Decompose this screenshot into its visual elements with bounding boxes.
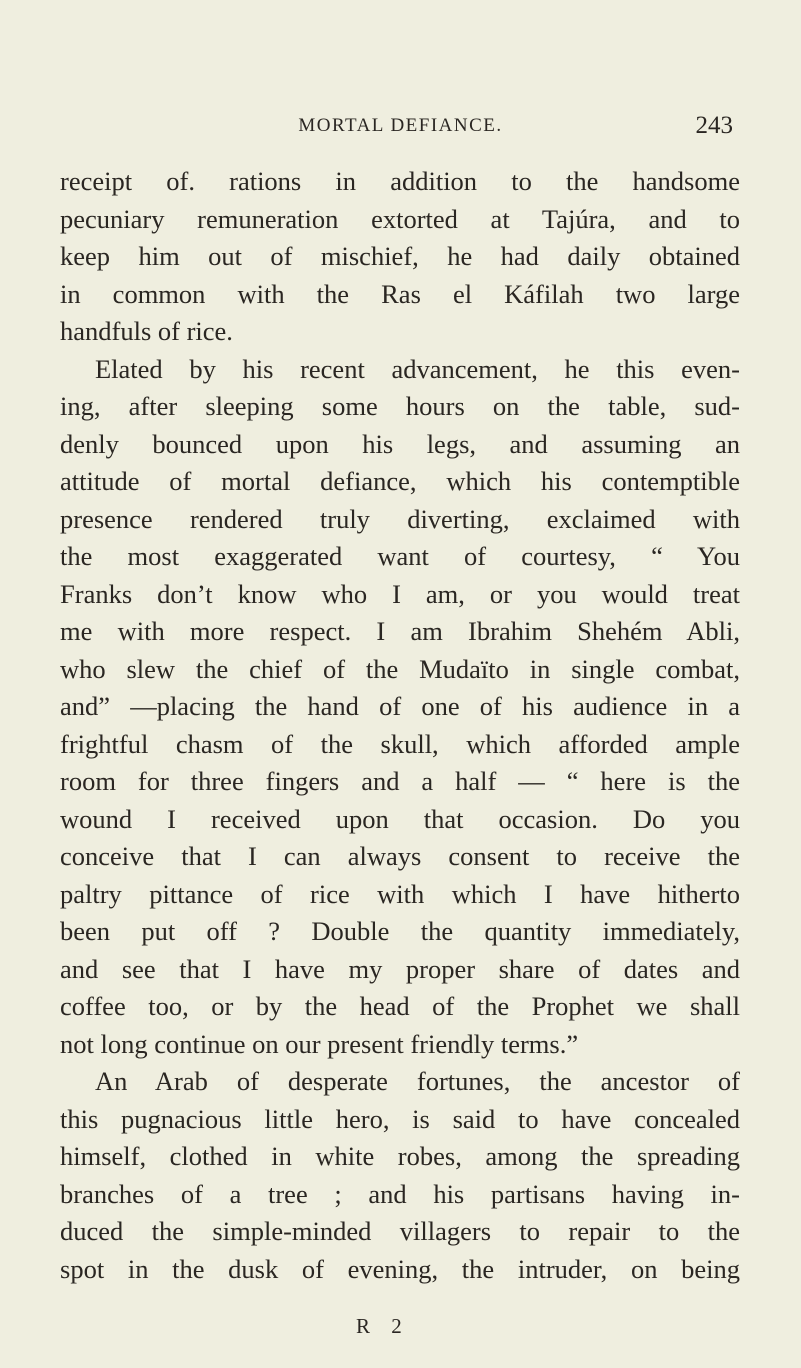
text-line: been put off ? Double the quantity immediately, [60,916,740,946]
text-line: and” —placing the hand of one of his audience in a [60,691,740,721]
text-line: presence rendered truly diverting, exclaimed with [60,503,740,534]
signature-mark: R 2 [356,1314,410,1338]
text-line: Franks don’t know who I am, or you would treat [60,578,740,609]
paragraph-start-line: An Arab of desperate fortunes, the ancestor of [95,1066,740,1096]
text-line: himself, clothed in white robes, among the spreading [60,1141,740,1171]
text-line: and see that I have my proper share of dates and [60,953,740,984]
text-line: ing, after sleeping some hours on the table, sud- [60,391,740,421]
text-line: receipt of. rations in addition to the handsome [60,166,740,196]
page-number: 243 [695,112,733,139]
text-line: duced the simple-minded villagers to repair to the [60,1216,740,1246]
text-line: pecuniary remuneration extorted at Tajúra, and to [60,203,740,234]
text-line: denly bounced upon his legs, and assuming an [60,428,740,459]
text-line: this pugnacious little hero, is said to have concealed [60,1103,740,1134]
text-line: wound I received upon that occasion. Do you [60,803,740,834]
text-line: paltry pittance of rice with which I have hitherto [60,878,740,909]
text-line: keep him out of mischief, he had daily obtained [60,241,740,271]
paragraph-start-line: Elated by his recent advancement, he this even- [95,353,740,384]
text-line: me with more respect. I am Ibrahim Shehém Abli, [60,616,740,646]
text-line: not long continue on our present friendly terms.” [60,1028,579,1059]
text-line: handfuls of rice. [60,316,233,346]
text-line: frightful chasm of the skull, which afforded ample [60,728,740,759]
text-line: conceive that I can always consent to receive the [60,841,740,871]
text-line: room for three fingers and a half — “ here is the [60,766,740,796]
text-line: who slew the chief of the Mudaïto in single combat, [60,653,740,684]
text-line: branches of a tree ; and his partisans having in- [60,1178,740,1209]
text-line: coffee too, or by the head of the Prophet we shall [60,991,740,1021]
text-line: attitude of mortal defiance, which his contemptible [60,466,740,496]
text-line: in common with the Ras el Káfilah two large [60,278,740,309]
running-title: MORTAL DEFIANCE. [298,115,503,136]
body-text [60,163,740,1288]
running-head [0,111,801,141]
text-line: the most exaggerated want of courtesy, “ You [60,541,740,571]
text-line: spot in the dusk of evening, the intruder, on being [60,1253,740,1284]
